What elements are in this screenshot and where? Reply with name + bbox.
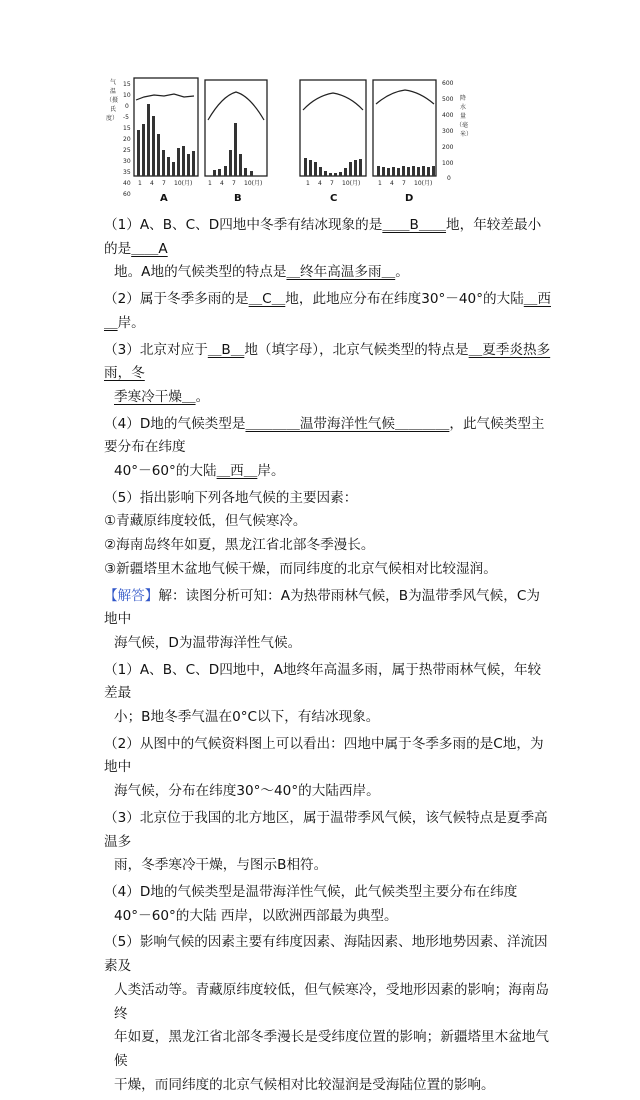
left-tick-3: -5 [123, 114, 129, 121]
q3-middle: 地（填字母），北京气候类型的特点是 [244, 341, 469, 358]
panel-b-month-4: 4 [220, 180, 224, 187]
q3-prefix: （3）北京对应于 [104, 341, 208, 358]
right-tick-500: 500 [442, 96, 454, 103]
answer-tag: 【解答】 [104, 587, 159, 604]
q3-end: 。 [195, 388, 210, 405]
panel-a-month-7: 7 [162, 180, 166, 187]
question-3 [104, 339, 552, 410]
q4-middle: ，此气候类型主要分布在纬度 [104, 415, 545, 456]
climate-panel-b [205, 80, 267, 204]
left-tick-0: 15 [123, 81, 131, 88]
right-precipitation-axis [442, 80, 472, 182]
panel-d-precip-bars [377, 166, 435, 176]
answer-3 [104, 807, 552, 878]
answer-1-line-1: （1）A、B、C、D四地中，A地终年高温多雨，属于热带雨林气候，年较差最 [104, 661, 542, 702]
q1-prefix: （1）A、B、C、D四地中冬季有结冰现象的是 [104, 217, 383, 233]
question-4 [104, 413, 552, 484]
left-tick-1: 10 [123, 92, 131, 99]
left-tick-8: 35 [123, 169, 131, 176]
panel-c-month-4: 4 [318, 180, 322, 187]
answer-intro [104, 585, 552, 656]
q1-middle: 地，年较差最小的是 [104, 217, 542, 257]
panel-c-label: C [330, 193, 338, 204]
answer-intro-line-1: 解：读图分析可知：A为热带雨林气候，B为温带季风气候，C为地中 [104, 587, 540, 628]
left-tick-7: 30 [123, 158, 131, 165]
answer-5-line-2: 人类活动等。青藏原纬度较低，但气候寒冷，受地形因素的影响；海南岛终 [114, 981, 549, 1022]
climate-panel-c [300, 80, 366, 204]
left-axis-title-5: 度） [106, 115, 119, 122]
left-axis-title-2: 温 [110, 88, 117, 95]
q1-end: 。 [395, 264, 409, 281]
answer-5-line-3: 年如夏，黑龙江省北部冬季漫长是受纬度位置的影响；新疆塔里木盆地气候 [114, 1029, 549, 1069]
panel-c-month-1: 1 [306, 180, 310, 187]
q2-end: 岸。 [117, 314, 145, 331]
panel-b-precip-bars [213, 123, 253, 176]
answer-5-line-1: （5）影响气候的因素主要有纬度因素、海陆因素、地形地势因素、洋流因素及 [104, 934, 548, 975]
answer-2 [104, 733, 552, 804]
panel-a-month-4: 4 [150, 180, 154, 187]
q4-answer-2: ＿西＿ [216, 463, 258, 480]
answer-4-line-1: （4）D地的气候类型是温带海洋性气候，此气候类型主要分布在纬度 [104, 883, 518, 900]
right-tick-200: 200 [442, 144, 454, 151]
right-tick-400: 400 [442, 112, 454, 119]
q1-answer-1: ＿＿B＿＿ [382, 217, 447, 233]
answer-5 [104, 931, 552, 1097]
left-axis-title-3: （摄 [106, 97, 119, 104]
climate-charts-svg [98, 76, 473, 210]
answer-1-line-2: 小；B地冬季气温在0°C以下，有结冰现象。 [114, 709, 380, 726]
q1-answer-3: ＿终年高温多雨＿ [286, 264, 396, 281]
right-axis-title-2: 水 [460, 104, 467, 111]
left-tick-4: 15 [123, 125, 131, 132]
q5-item-1: ①青藏原纬度较低，但气候寒冷。 [104, 513, 307, 530]
panel-d-month-4: 4 [390, 180, 394, 187]
q3-answer-1: ＿B＿ [207, 341, 245, 358]
q5-item-2: ②海南岛终年如夏，黑龙江省北部冬季漫长。 [104, 537, 375, 554]
climate-charts-figure [98, 76, 473, 210]
left-tick-9: 40 [123, 180, 131, 187]
answer-4 [104, 881, 552, 928]
panel-b-month-7: 7 [232, 180, 236, 187]
right-axis-title-3: 量 [460, 113, 467, 120]
left-axis-title-1: 气 [110, 79, 117, 86]
left-tick-5: 20 [123, 136, 131, 143]
panel-c-month-7: 7 [330, 180, 334, 187]
q1-line2-prefix: 地。A地的气候类型的特点是 [114, 264, 287, 281]
climate-panel-a [134, 78, 198, 204]
climate-panel-d [373, 80, 436, 204]
panel-a-precip-bars [137, 104, 195, 176]
panel-c-month-10: 10(月) [342, 180, 361, 187]
panel-d-label: D [405, 193, 414, 204]
answer-3-line-1: （3）北京位于我国的北方地区，属于温带季风气候，该气候特点是夏季高温多 [104, 809, 548, 850]
panel-c-temperature-line [303, 93, 363, 110]
panel-b-label: B [234, 193, 242, 204]
answer-1 [104, 659, 552, 730]
q2-middle: 地，此地应分布在纬度30°－40°的大陆 [285, 291, 524, 308]
panel-b-month-10: 10(月) [244, 180, 263, 187]
panel-a-temperature-line [136, 94, 194, 100]
panel-b-temperature-line [208, 92, 264, 120]
answer-2-line-1: （2）从图中的气候资料图上可以看出：四地中属于冬季多雨的是C地，为地中 [104, 735, 544, 776]
q2-answer-2: ＿西＿ [104, 291, 551, 331]
question-1 [104, 214, 552, 285]
answer-3-line-2: 雨，冬季寒冷干燥，与图示B相符。 [114, 857, 328, 874]
right-tick-300: 300 [442, 128, 454, 135]
q3-answer-2: ＿夏季炎热多雨，冬 [104, 341, 551, 382]
question-5 [104, 487, 552, 582]
q4-answer-1: ＿＿＿＿温带海洋性气候＿＿＿＿ [245, 415, 450, 432]
right-tick-0: 0 [447, 175, 451, 182]
panel-a-label: A [160, 193, 168, 204]
panel-d-month-7: 7 [402, 180, 406, 187]
answer-5-line-4: 干燥，而同纬度的北京气候相对比较湿润是受海陆位置的影响。 [114, 1076, 495, 1093]
question-2 [104, 288, 552, 335]
left-tick-2: 0 [125, 103, 129, 110]
panel-c-precip-bars [304, 158, 362, 176]
q5-item-3: ③新疆塔里木盆地气候干燥，而同纬度的北京气候相对比较湿润。 [104, 560, 497, 577]
q4-prefix: （4）D地的气候类型是 [104, 415, 246, 432]
right-tick-600: 600 [442, 80, 454, 87]
answer-intro-line-2: 海气候，D为温带海洋性气候。 [114, 634, 302, 651]
right-axis-title-5: 米） [460, 131, 473, 138]
panel-d-temperature-line [376, 90, 434, 104]
q1-answer-2: ＿＿A [131, 240, 168, 257]
panel-a-month-1: 1 [138, 180, 142, 187]
panel-b-month-1: 1 [208, 180, 212, 187]
right-tick-100: 100 [442, 160, 454, 167]
left-axis-title-4: 氏 [110, 106, 117, 113]
q4-line2: 40°－60°的大陆 [114, 463, 217, 480]
left-temperature-axis [106, 78, 131, 198]
answer-4-line-2: 40°－60°的大陆 西岸，以欧洲西部最为典型。 [114, 907, 398, 924]
right-axis-title-1: 降 [460, 95, 467, 102]
panel-d-frame [373, 80, 436, 176]
left-tick-6: 25 [123, 147, 131, 154]
q5-heading: （5）指出影响下列各地气候的主要因素： [104, 489, 358, 506]
q4-end: 岸。 [257, 463, 285, 480]
panel-d-month-1: 1 [378, 180, 382, 187]
panel-a-month-10: 10(月) [174, 180, 193, 187]
q2-answer-1: ＿C＿ [248, 291, 286, 308]
panel-d-month-10: 10(月) [414, 180, 433, 187]
question-and-answer-content [104, 214, 552, 1100]
right-axis-title-4: （毫 [456, 122, 469, 129]
left-tick-10: 60 [123, 191, 131, 198]
q3-answer-3: 季寒冷干燥＿ [114, 388, 196, 405]
q2-prefix: （2）属于冬季多雨的是 [104, 291, 249, 308]
answer-2-line-2: 海气候，分布在纬度30°～40°的大陆西岸。 [114, 783, 380, 800]
